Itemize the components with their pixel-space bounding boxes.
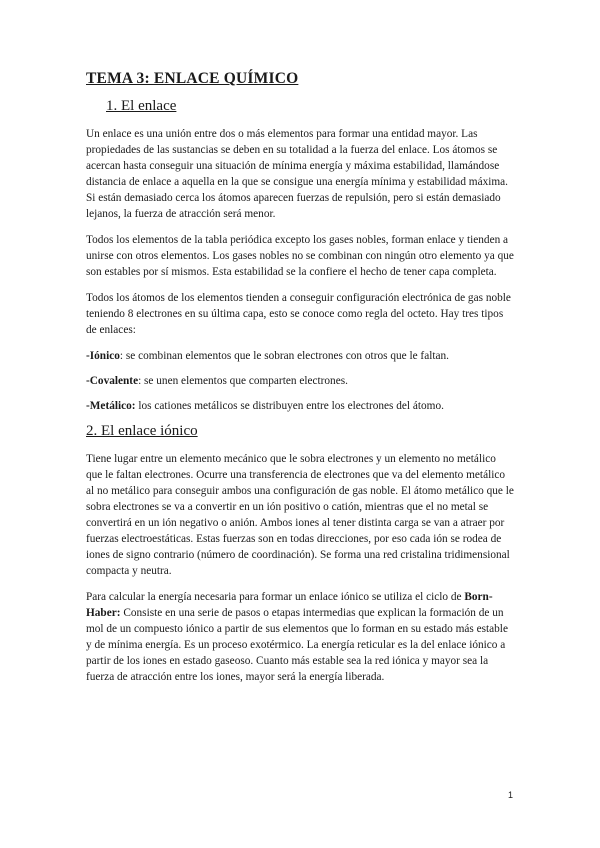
bond-type-name: -Iónico <box>86 350 120 362</box>
document-title: TEMA 3: ENLACE QUÍMICO <box>86 70 299 87</box>
section-heading-enlace: 1. El enlace <box>106 98 177 114</box>
bond-type-ionico <box>86 348 514 364</box>
bond-type-description: : se combinan elementos que le sobran electrones con otros que le faltan. <box>119 350 449 362</box>
paragraph-enlace-definicion: Un enlace es una unión entre dos o más elementos para formar una entidad mayor. Las propiedades de las sustancias se deben en su totalidad a la fuerza del enlace. Los átomos se acercan hasta conseguir una situación de mínima energía y máxima estabilidad, llamándose distancia de enlace a aquella en la que se consigue una energía mínima y estabilidad máxima. Si están demasiado cerca los átomos aparecen fuerzas de repulsión, pero si están demasiado lejanos, la fuerza de atracción será menor. <box>86 128 509 220</box>
paragraph-born-haber <box>86 589 514 685</box>
bond-type-metalico <box>86 398 514 414</box>
paragraph-gases-nobles: Todos los elementos de la tabla periódica excepto los gases nobles, forman enlace y tienden a unirse con otros elementos. Los gases nobles no se combinan con ningún otro elemento ya que son estables por sí mismos. Esta estabilidad se la confiere el hecho de tener capa completa. <box>86 234 514 278</box>
bond-type-name: -Metálico: <box>86 400 136 412</box>
born-haber-term: Born- Haber: <box>86 591 493 619</box>
bond-type-description: : se unen elementos que comparten electrones. <box>138 375 348 387</box>
born-haber-text: Consiste en una serie de pasos o etapas intermedias que explican la formación de un mol de un compuesto iónico a partir de sus elementos que lo forman en su estado más estable y de mínima energía. Es un proceso exotérmico. La energía reticular es la del enlace iónico a partir de los iones en estado gaseoso. Cuanto más estable sea la red iónica y mayor sea la fuerza de atracción entre los iones, mayor será la energía liberada. <box>86 607 508 683</box>
page-number: 1 <box>508 790 514 800</box>
bond-type-description: los cationes metálicos se distribuyen entre los electrones del átomo. <box>135 400 444 412</box>
born-haber-intro: Para calcular la energía necesaria para formar un enlace iónico se utiliza el ciclo de <box>86 591 465 603</box>
bond-type-name: -Covalente <box>86 375 139 387</box>
paragraph-enlace-ionico: Tiene lugar entre un elemento mecánico que le sobra electrones y un elemento no metálico que le faltan electrones. Ocurre una transferencia de electrones que va del elemento metálico al no metálico para conseguir ambos una configuración de gas noble. El átomo metálico que le sobra electrones se va a convertir en un ión positivo o catión, mientras que el no metal se convertirá en un ión negativo o anión. Ambos iones al tener distinta carga se van a atraer por fuerzas electroestáticas. Estas fuerzas son en todas direcciones, por eso cada ión se rodea de iones de signo contrario (número de coordinación). Se forma una red cristalina tridimensional compacta y neutra. <box>86 453 514 577</box>
bond-type-covalente <box>86 373 514 389</box>
paragraph-regla-octeto: Todos los átomos de los elementos tienden a conseguir configuración electrónica de gas noble teniendo 8 electrones en su última capa, esto se conoce como regla del octeto. Hay tres tipos de enlaces: <box>86 292 511 336</box>
section-heading-enlace-ionico: 2. El enlace iónico <box>86 423 198 439</box>
document-body <box>86 70 514 695</box>
